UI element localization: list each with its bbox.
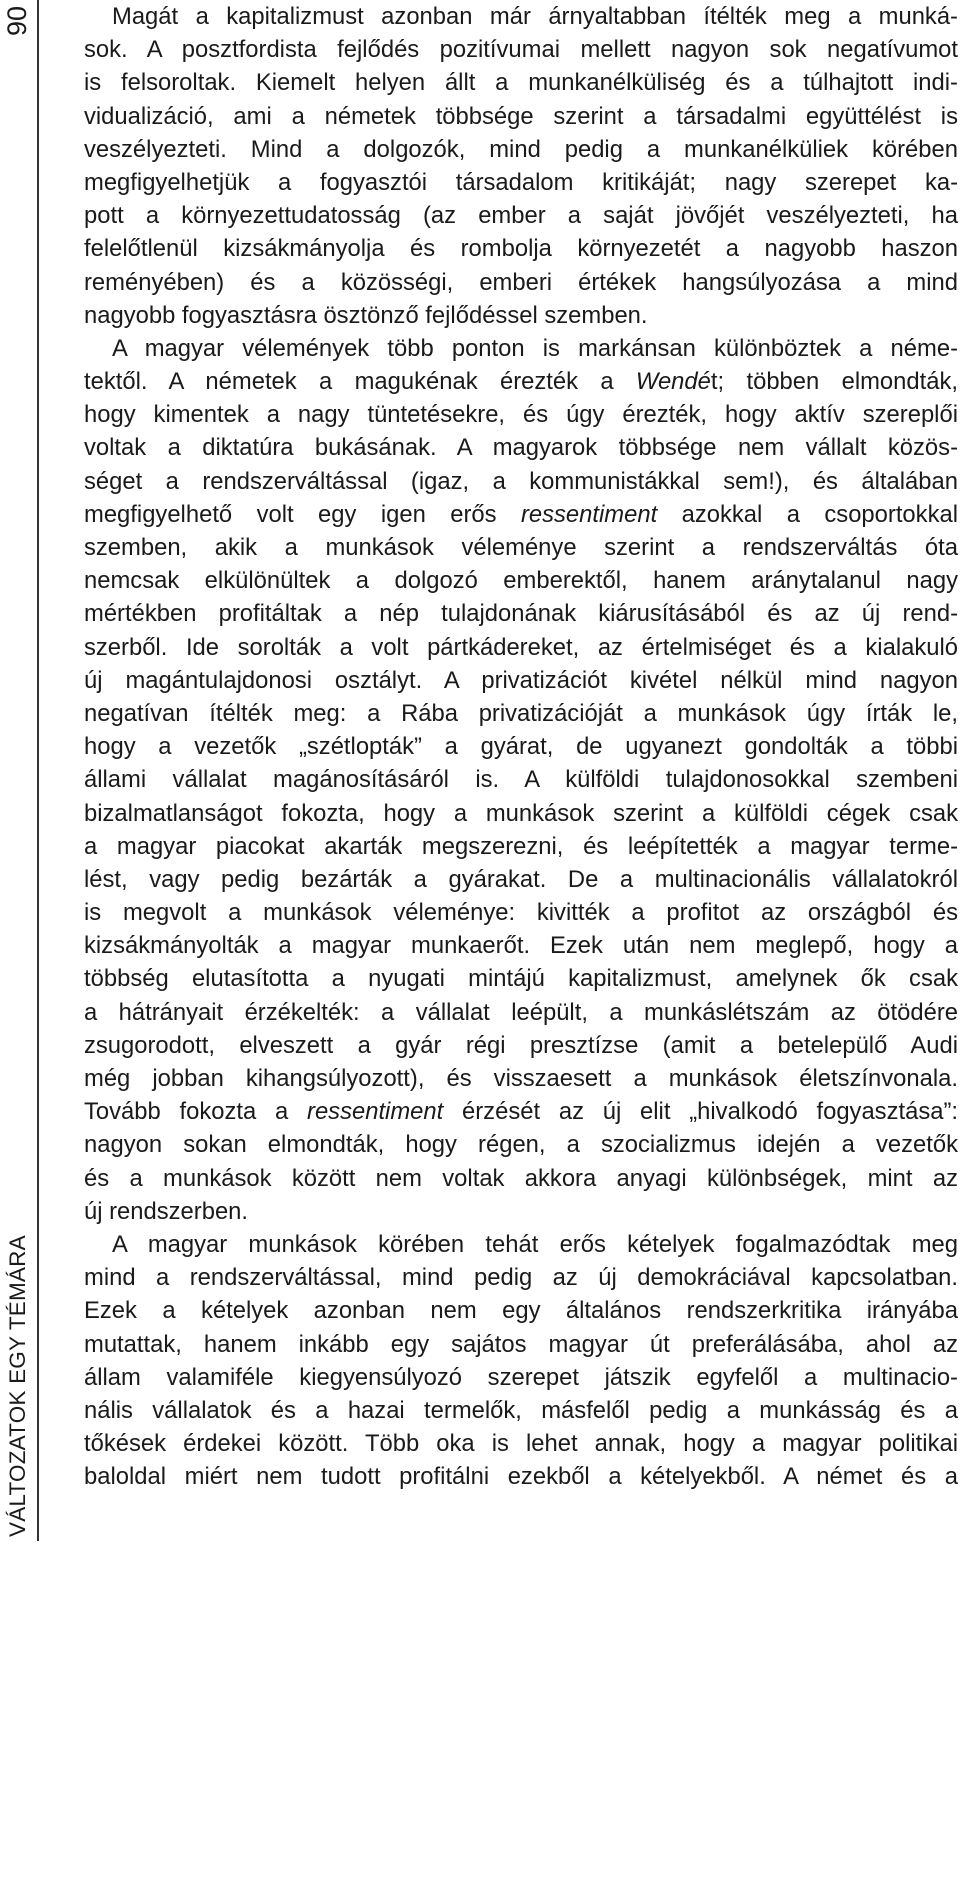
text-line: mértékben profitáltak a nép tulajdonának kiárusításából és az új rend- [84, 600, 958, 628]
text-line: a magyar piacokat akarták megszerezni, és leépítették a magyar terme- [84, 832, 958, 860]
text-line: tőkések érdekei között. Több oka is lehet annak, hogy a magyar politikai [84, 1430, 958, 1458]
text-line: szemben, akik a munkások véleménye szerint a rendszerváltás óta [84, 534, 958, 561]
text-line: állam valamiféle kiegyensúlyozó szerepet játszik egyfelől a multinacio- [84, 1363, 958, 1391]
text-line: Ezek a kételyek azonban nem egy általános rendszerkritika irányába [84, 1297, 958, 1325]
text-line: séget a rendszerváltással (igaz, a kommunistákkal sem!), és általában [84, 467, 958, 495]
text-line: Magát a kapitalizmust azonban már árnyaltabban ítélték meg a munká- [112, 3, 958, 30]
text-line: is megvolt a munkások véleménye: kivitték a profitot az országból és [84, 899, 958, 927]
text-line: új rendszerben. [84, 1197, 249, 1225]
text-line: lést, vagy pedig bezárták a gyárakat. De a multinacionális vállalatokról [84, 865, 958, 893]
text-line: pott a környezettudatosság (az ember a saját jövőjét veszélyezteti, ha [84, 202, 958, 230]
text-line: tektől. A németek a magukénak érezték a Wendét; többen elmondták, [84, 368, 958, 396]
text-line: állami vállalat magánosításáról is. A külföldi tulajdonosokkal szembeni [84, 766, 958, 794]
text-line: még jobban kihangsúlyozott), és visszaesett a munkások életszínvonala. [84, 1065, 958, 1092]
text-line: többség elutasította a nyugati mintájú kapitalizmust, amelynek ők csak [84, 965, 958, 993]
text-line: baloldal miért nem tudott profitálni ezekből a kételyekből. A német és a [84, 1463, 958, 1491]
text-line: mind a rendszerváltással, mind pedig az új demokráciával kapcsolatban. [84, 1264, 958, 1292]
vertical-rule [37, 0, 39, 1541]
text-line: felelőtlenül kizsákmányolja és rombolja környezetét a nagyobb haszon [84, 235, 958, 263]
text-line: Tovább fokozta a ressentiment érzését az új elit „hivalkodó fogyasztása”: [84, 1098, 958, 1126]
text-line: is felsoroltak. Kiemelt helyen állt a munkanélküliség és a túlhajtott indi- [84, 69, 958, 97]
page-margin-sidebar [0, 0, 44, 1541]
text-line: negatívan ítélték meg: a Rába privatizációját a munkások úgy írták le, [84, 699, 958, 727]
text-line: kizsákmányolták a magyar munkaerőt. Ezek után nem meglepő, hogy a [84, 932, 958, 960]
text-line: nális vállalatok és a hazai termelők, másfelől pedig a munkásság és a [84, 1396, 958, 1424]
text-line: nagyobb fogyasztásra ösztönző fejlődéssel szemben. [84, 301, 648, 329]
page-number: 90 [2, 5, 32, 36]
text-line: reményében) és a közösségi, emberi értékek hangsúlyozása a mind [84, 268, 958, 296]
text-line: nemcsak elkülönültek a dolgozó emberektől, hanem aránytalanul nagy [84, 567, 958, 595]
text-line: bizalmatlanságot fokozta, hogy a munkások szerint a külföldi cégek csak [84, 799, 958, 827]
text-line: megfigyelhetjük a fogyasztói társadalom kritikáját; nagy szerepet ka- [84, 168, 958, 196]
text-line: megfigyelhető volt egy igen erős ressentiment azokkal a csoportokkal [84, 500, 958, 528]
text-line: a hátrányait érzékelték: a vállalat leépült, a munkáslétszám az ötödére [84, 998, 958, 1026]
text-line: sok. A posztfordista fejlődés pozitívumai mellett nagyon sok negatívumot [84, 36, 958, 64]
text-line: voltak a diktatúra bukásának. A magyarok többsége nem vállalt közös- [84, 434, 958, 462]
text-line: zsugorodott, elveszett a gyár régi presztízse (amit a betelepülő Audi [84, 1031, 958, 1059]
text-line: A magyar vélemények több ponton is markánsan különböztek a néme- [112, 334, 958, 362]
text-line: mutattak, hanem inkább egy sajátos magyar út preferálásába, ahol az [84, 1330, 958, 1358]
text-line: és a munkások között nem voltak akkora anyagi különbségek, mint az [84, 1164, 958, 1192]
text-line: nagyon sokan elmondták, hogy régen, a szocializmus idején a vezetők [84, 1131, 958, 1159]
text-line: új magántulajdonosi osztályt. A privatizációt kivétel nélkül mind nagyon [84, 666, 958, 694]
text-line: hogy a vezetők „szétlopták” a gyárat, de ugyanezt gondolták a többi [84, 733, 958, 761]
text-line: veszélyezteti. Mind a dolgozók, mind pedig a munkanélküliek körében [84, 135, 958, 163]
text-line: A magyar munkások körében tehát erős kételyek fogalmazódtak meg [112, 1230, 958, 1258]
text-line: szerből. Ide sorolták a volt pártkádereket, az értelmiséget és a kialakuló [84, 633, 958, 661]
text-line: vidualizáció, ami a németek többsége szerint a társadalmi együttélést is [84, 102, 958, 130]
text-line: hogy kimentek a nagy tüntetésekre, és úgy érezték, hogy aktív szereplői [84, 401, 958, 429]
body-text [84, 0, 958, 1493]
running-section-title: VÁLTOZATOK EGY TÉMÁRA [5, 1235, 30, 1537]
